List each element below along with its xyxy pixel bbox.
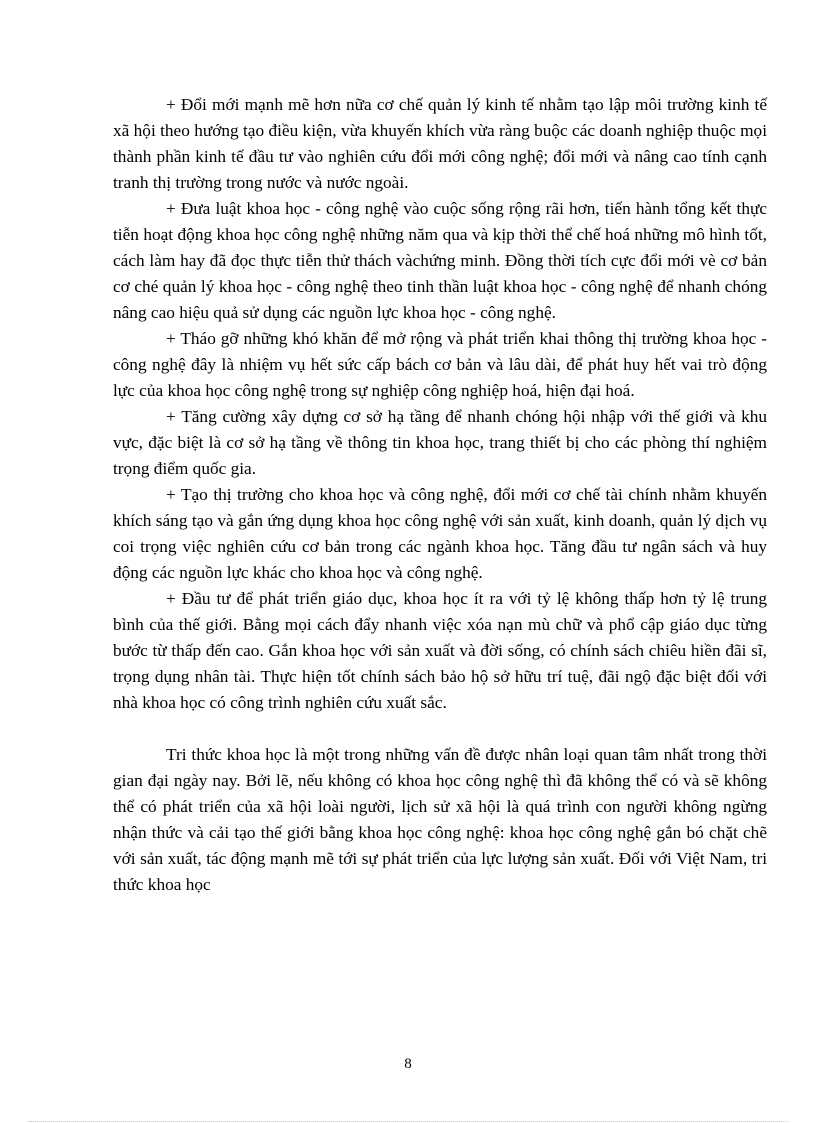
paragraph-1: + Đổi mới mạnh mẽ hơn nữa cơ chế quản lý kinh tế nhằm tạo lập môi trường kinh tế xã hội theo hướng tạo điều kiện, vừa khuyến khích vừa ràng buộc các doanh nghiệp thuộc mọi thành phần kinh tế đầu tư vào nghiên cứu đổi mới công nghệ; đổi mới và nâng cao tính cạnh tranh thị trường trong nước và nước ngoài. <box>113 95 767 192</box>
page-body <box>113 92 767 898</box>
paragraph-5: + Tạo thị trường cho khoa học và công nghệ, đổi mới cơ chế tài chính nhằm khuyến khích sáng tạo và gắn ứng dụng khoa học công nghệ với sản xuất, kinh doanh, quản lý dịch vụ coi trọng việc nghiên cứu cơ bản trong các ngành khoa học. Tăng đầu tư ngân sách và huy động các nguồn lực khác cho khoa học và công nghệ. <box>113 485 767 582</box>
page-number: 8 <box>404 1056 412 1072</box>
paragraph-3: + Tháo gỡ những khó khăn để mở rộng và phát triển khai thông thị trường khoa học - công nghệ đây là nhiệm vụ hết sức cấp bách cơ bản và lâu dài, để phát huy hết vai trò động lực của khoa học công nghệ trong sự nghiệp công nghiệp hoá, hiện đại hoá. <box>113 329 767 400</box>
paragraph-4: + Tăng cường xây dựng cơ sở hạ tầng để nhanh chóng hội nhập với thế giới và khu vực, đặc biệt là cơ sở hạ tầng về thông tin khoa học, trang thiết bị cho các phòng thí nghiệm trọng điểm quốc gia. <box>113 407 767 478</box>
page-bottom-divider <box>28 1121 788 1122</box>
paragraph-7: Tri thức khoa học là một trong những vấn đề được nhân loại quan tâm nhất trong thời gian đại ngày nay. Bởi lẽ, nếu không có khoa học công nghệ thì đã không thể có và sẽ không thể có phát triển của xã hội loài người, lịch sử xã hội là quá trình con người không ngừng nhận thức và cải tạo thế giới bằng khoa học công nghệ: khoa học công nghệ gắn bó chặt chẽ với sản xuất, tác động mạnh mẽ tới sự phát triển của lực lượng sản xuất. Đối với Việt Nam, tri thức khoa học <box>113 745 767 894</box>
paragraph-2: + Đưa luật khoa học - công nghệ vào cuộc sống rộng rãi hơn, tiến hành tổng kết thực tiễn hoạt động khoa học công nghệ những năm qua và kịp thời thể chế hoá những mô hình tốt, cách làm hay đã đọc thực tiễn thử thách vàchứng minh. Đồng thời tích cực đổi mới vè cơ bản cơ ché quản lý khoa học - công nghệ theo tinh thần luật khoa học - công nghệ để nhanh chóng nâng cao hiệu quả sử dụng các nguồn lực khoa học - công nghệ. <box>113 199 767 322</box>
paragraph-6: + Đầu tư để phát triển giáo dục, khoa học ít ra với tỷ lệ không thấp hơn tỷ lệ trung bình của thế giới. Bằng mọi cách đẩy nhanh việc xóa nạn mù chữ và phổ cập giáo dục từng bước từ thấp đến cao. Gắn khoa học với sản xuất và đời sống, có chính sách chiêu hiền đãi sĩ, trọng dụng nhân tài. Thực hiện tốt chính sách bảo hộ sở hữu trí tuệ, đãi ngộ đặc biệt đối với nhà khoa học có công trình nghiên cứu xuất sắc. <box>113 589 767 712</box>
